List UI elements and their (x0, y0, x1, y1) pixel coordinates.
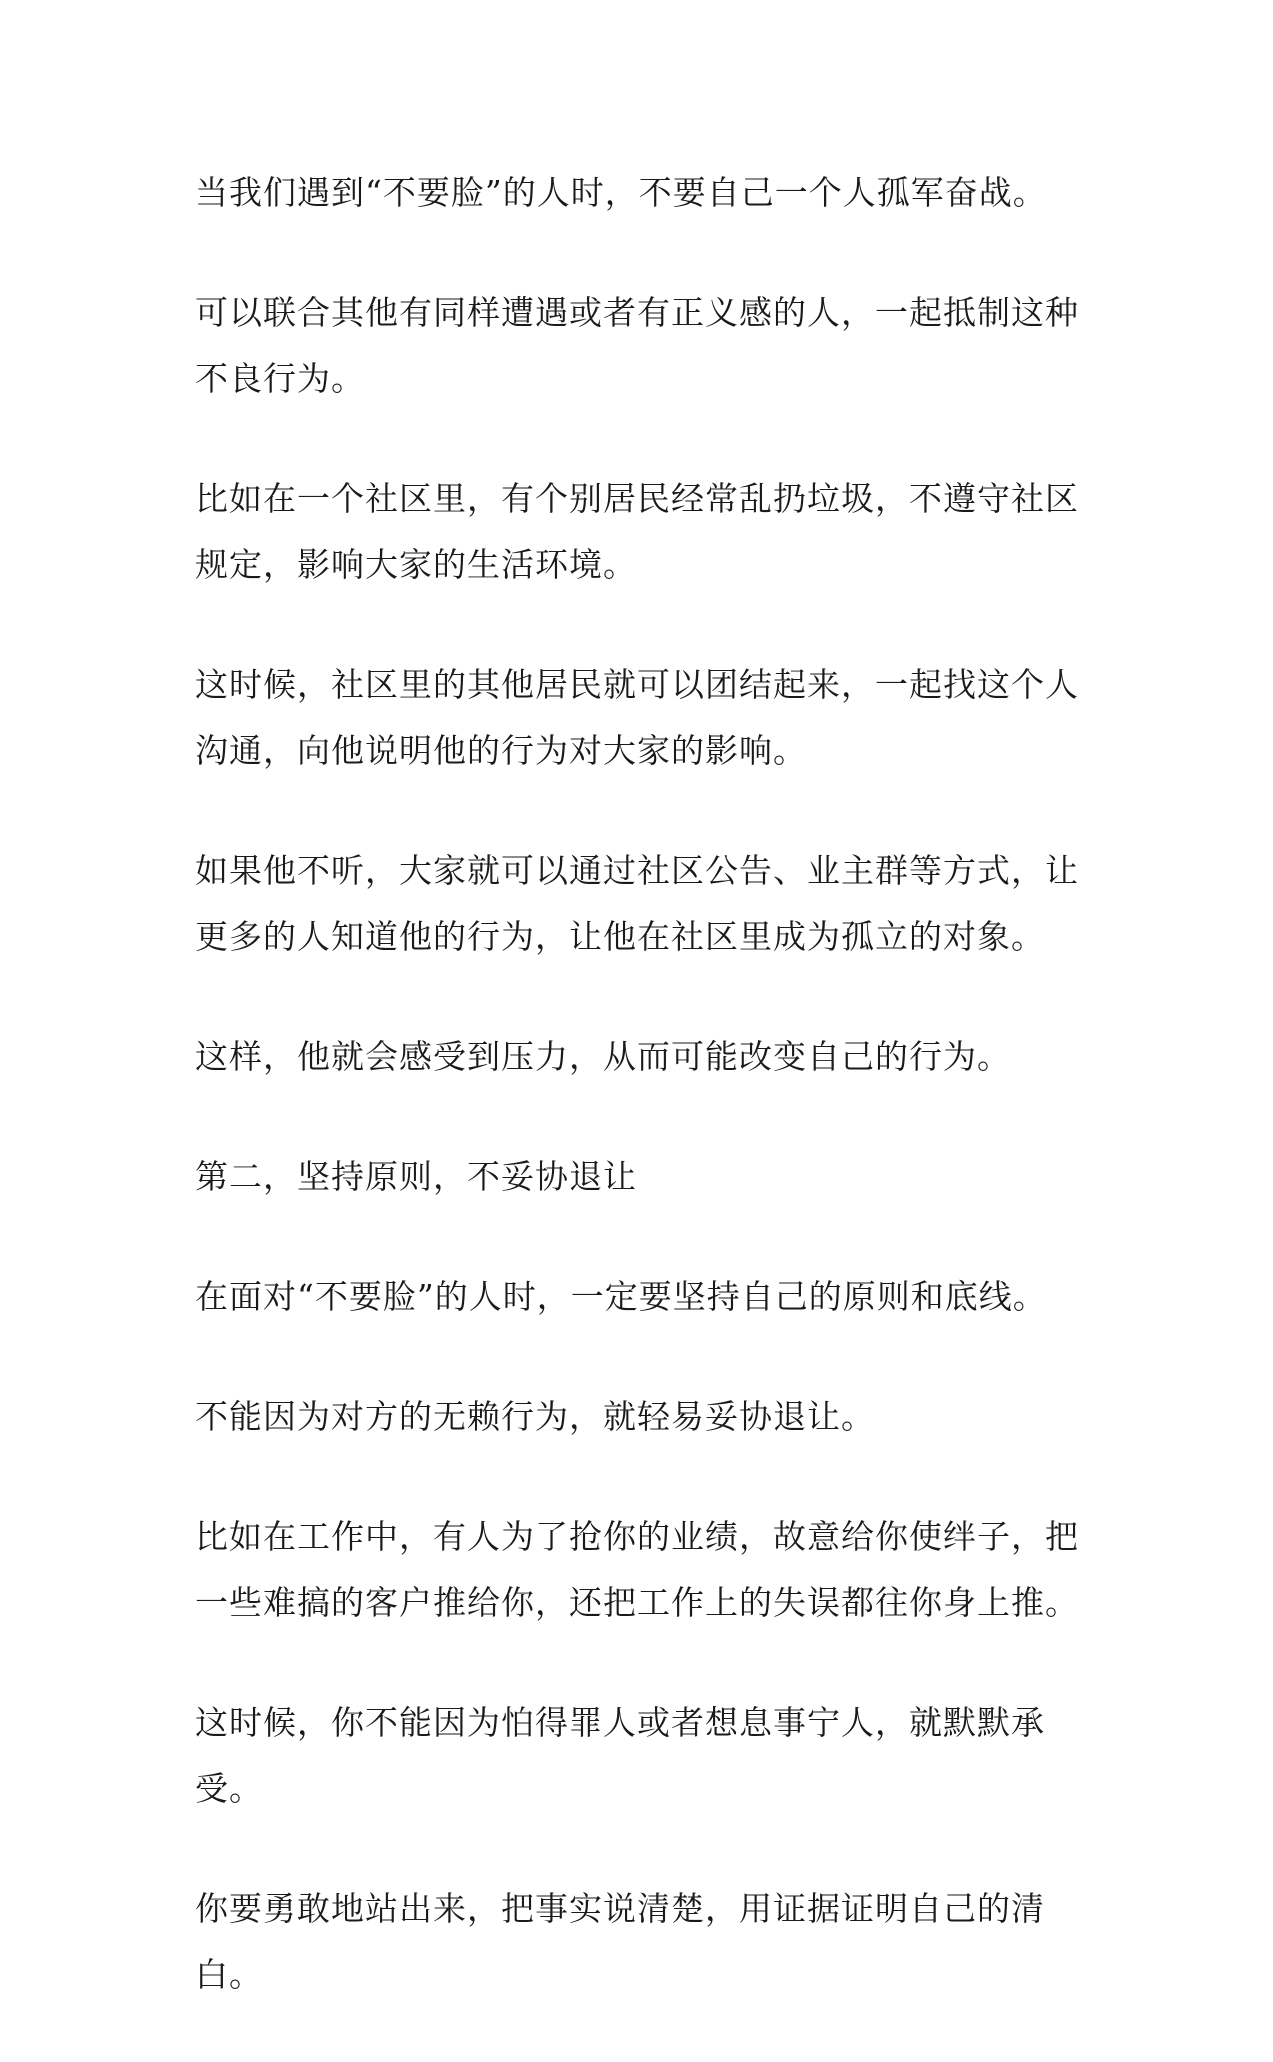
paragraph: 比如在工作中，有人为了抢你的业绩，故意给你使绊子，把一些难搞的客户推给你，还把工作上的失误都往你身上推。 (195, 1517, 1079, 1622)
paragraph: 这时候，社区里的其他居民就可以团结起来，一起找这个人沟通，向他说明他的行为对大家的影响。 (195, 665, 1079, 770)
paragraph: 比如在一个社区里，有个别居民经常乱扔垃圾，不遵守社区规定，影响大家的生活环境。 (195, 479, 1079, 584)
section-heading: 第二，坚持原则，不妥协退让 (195, 1157, 637, 1196)
paragraph: 可以联合其他有同样遭遇或者有正义感的人，一起抵制这种不良行为。 (195, 293, 1079, 398)
paragraph: 在面对“不要脸”的人时，一定要坚持自己的原则和底线。 (195, 1277, 1047, 1316)
paragraph: 如果他不听，大家就可以通过社区公告、业主群等方式，让更多的人知道他的行为，让他在社区里成为孤立的对象。 (195, 851, 1079, 956)
paragraph: 不能因为对方的无赖行为，就轻易妥协退让。 (195, 1397, 875, 1436)
document-body (195, 160, 1085, 2062)
paragraph: 当我们遇到“不要脸”的人时，不要自己一个人孤军奋战。 (195, 173, 1047, 212)
paragraph: 你要勇敢地站出来，把事实说清楚，用证据证明自己的清白。 (195, 1889, 1045, 1994)
paragraph: 这时候，你不能因为怕得罪人或者想息事宁人，就默默承受。 (195, 1703, 1045, 1808)
paragraph: 这样，他就会感受到压力，从而可能改变自己的行为。 (195, 1037, 1011, 1076)
